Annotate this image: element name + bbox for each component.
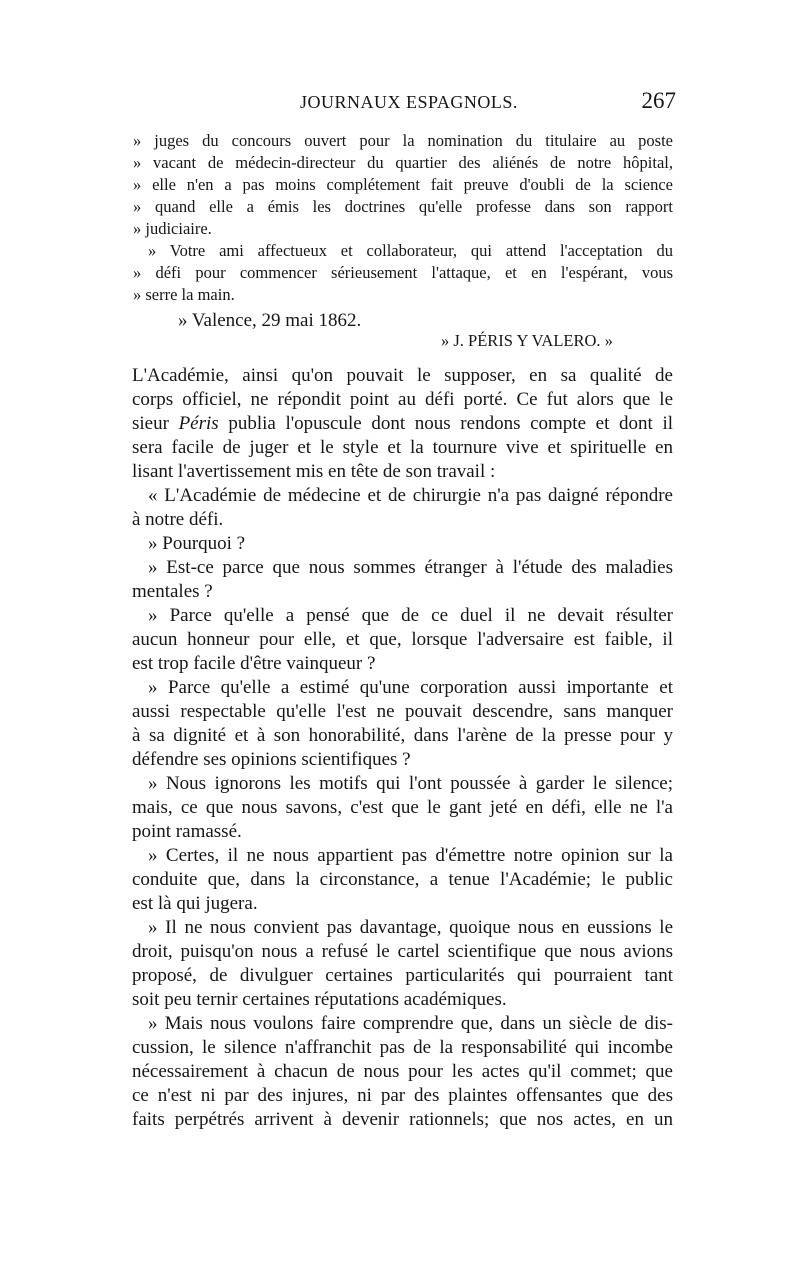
text-line: défendre ses opinions scientifiques ? — [132, 749, 411, 770]
text-line: » Il ne nous convient pas davantage, quoique nous en eussions le — [148, 917, 673, 938]
text-line: à notre défi. — [132, 509, 224, 530]
letter-line: » serre la main. — [133, 285, 235, 304]
text-fragment: sieur — [132, 413, 179, 434]
text-line: » Nous ignorons les motifs qui l'ont poussée à garder le silence; — [148, 773, 673, 794]
text-line: nécessairement à chacun de nous pour les actes qu'il commet; que — [132, 1061, 673, 1082]
letter-line: » quand elle a émis les doctrines qu'elle professe dans son rapport — [133, 197, 673, 216]
text-line: sera facile de juger et le style et la tournure vive et spirituelle en — [132, 437, 673, 458]
text-line: corps officiel, ne répondit point au défi porté. Ce fut alors que le — [132, 389, 673, 410]
running-title: JOURNAUX ESPAGNOLS. — [300, 92, 518, 112]
text-line: mais, ce que nous savons, c'est que le gant jeté en défi, elle ne l'a — [132, 797, 673, 818]
text-line: » Est-ce parce que nous sommes étranger à l'étude des maladies — [148, 557, 673, 578]
text-line: » Parce qu'elle a estimé qu'une corporation aussi importante et — [148, 677, 673, 698]
text-line: cussion, le silence n'affranchit pas de la responsabilité qui incombe — [132, 1037, 673, 1058]
dateline: » Valence, 29 mai 1862. — [178, 310, 362, 331]
text-line: » Mais nous voulons faire comprendre que, dans un siècle de dis- — [148, 1013, 673, 1034]
text-line: » Parce qu'elle a pensé que de ce duel il ne devait résulter — [148, 605, 673, 626]
text-line: est trop facile d'être vainqueur ? — [132, 653, 376, 674]
text-line: soit peu ternir certaines réputations académiques. — [132, 989, 507, 1010]
text-line: » Certes, il ne nous appartient pas d'émettre notre opinion sur la — [148, 845, 673, 866]
text-line: proposé, de divulguer certaines particularités qui pourraient tant — [132, 965, 673, 986]
letter-line: » défi pour commencer sérieusement l'attaque, et en l'espérant, vous — [133, 263, 673, 282]
text-line: » Pourquoi ? — [148, 533, 246, 554]
text-line: ce n'est ni par des injures, ni par des plaintes offensantes que des — [132, 1085, 673, 1106]
letter-line: » elle n'en a pas moins complétement fait preuve d'oubli de la science — [133, 175, 673, 194]
letter-line: » vacant de médecin-directeur du quartier des aliénés de notre hôpital, — [133, 153, 673, 172]
text-fragment: publia l'opuscule dont nous rendons compte et dont il — [218, 413, 673, 434]
text-line — [132, 413, 673, 435]
text-line: point ramassé. — [132, 821, 242, 842]
text-line: est là qui jugera. — [132, 893, 258, 914]
text-line: faits perpétrés arrivent à devenir rationnels; que nos actes, en un — [132, 1109, 673, 1130]
page-header — [130, 88, 676, 122]
text-line: L'Académie, ainsi qu'on pouvait le supposer, en sa qualité de — [132, 365, 673, 386]
text-line: aussi respectable qu'elle l'est ne pouvait descendre, sans manquer — [132, 701, 673, 722]
text-line: droit, puisqu'on nous a refusé le cartel scientifique que nous avions — [132, 941, 673, 962]
text-line: « L'Académie de médecine et de chirurgie n'a pas daigné répondre — [148, 485, 673, 506]
signature: » J. PÉRIS Y VALERO. » — [441, 331, 613, 350]
letter-line: » Votre ami affectueux et collaborateur, qui attend l'acceptation du — [148, 241, 673, 260]
page-number: 267 — [641, 88, 676, 113]
letter-line: » judiciaire. — [133, 219, 212, 238]
text-line: conduite que, dans la circonstance, a tenue l'Académie; le public — [132, 869, 673, 890]
letter-line: » juges du concours ouvert pour la nomination du titulaire au poste — [133, 131, 673, 150]
text-line: lisant l'avertissement mis en tête de son travail : — [132, 461, 496, 482]
text-line: aucun honneur pour elle, et que, lorsque l'adversaire est faible, il — [132, 629, 673, 650]
text-line: à sa dignité et à son honorabilité, dans l'arène de la presse pour y — [132, 725, 673, 746]
author-name: Péris — [178, 413, 219, 434]
text-line: mentales ? — [132, 581, 213, 602]
